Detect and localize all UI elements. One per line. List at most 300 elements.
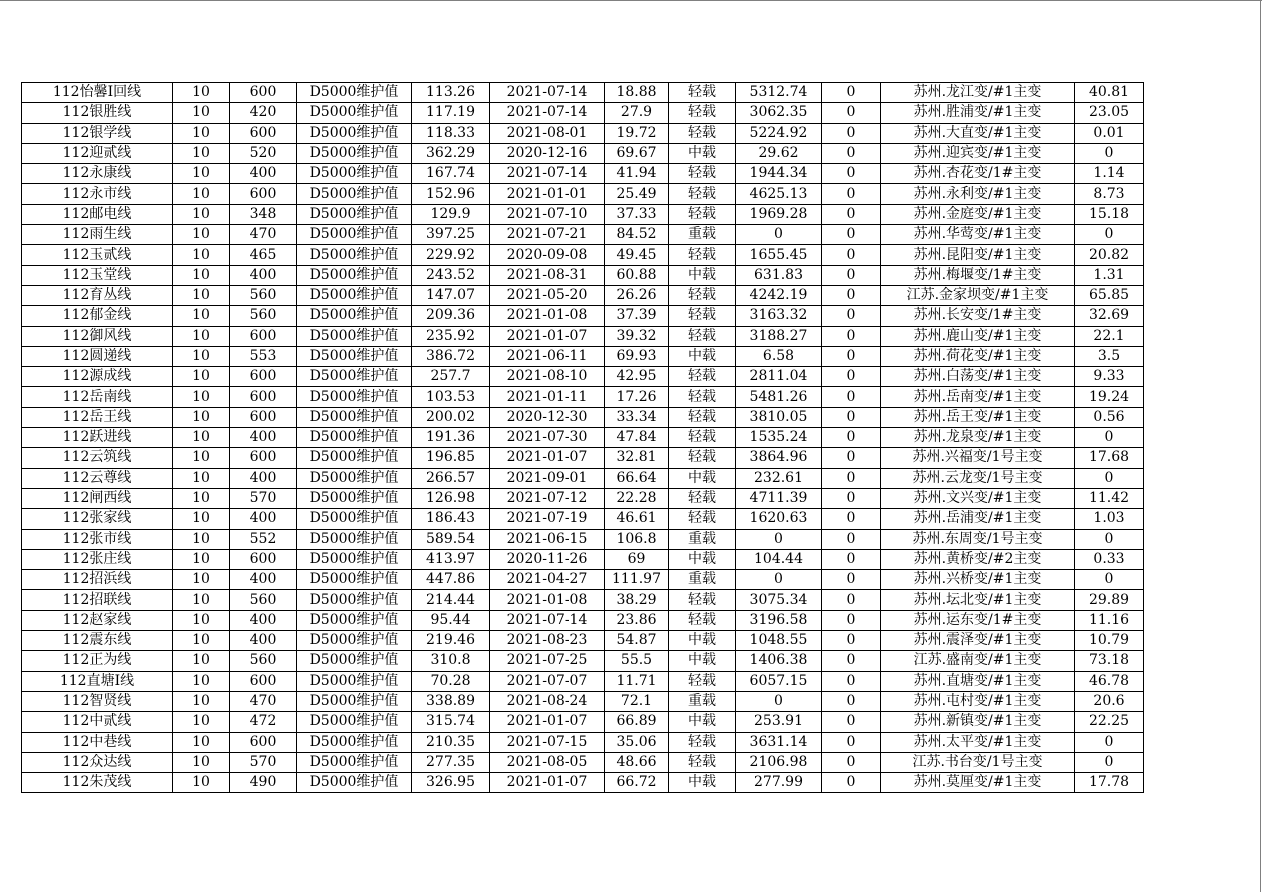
table-row [22,732,1144,752]
cell-date: 2021-09-01 [490,468,605,488]
cell-capacity: 600 [230,671,297,691]
cell-load-value: 147.07 [412,285,490,305]
cell-load-value: 326.95 [412,773,490,793]
cell-margin: 3810.05 [736,407,822,427]
cell-value-zero: 0 [822,265,881,285]
cell-capacity: 465 [230,245,297,265]
cell-capacity: 600 [230,549,297,569]
cell-load-level: 轻载 [669,285,736,305]
cell-load-rate: 69 [605,549,669,569]
cell-date: 2021-08-31 [490,265,605,285]
cell-transformer: 江苏.金家坝变/#1主变 [881,285,1075,305]
cell-capacity: 400 [230,631,297,651]
cell-data-source: D5000维护值 [297,549,412,569]
cell-line-name: 112迎贰线 [22,143,173,163]
cell-margin: 104.44 [736,549,822,569]
cell-voltage: 10 [173,164,230,184]
cell-value-zero: 0 [822,306,881,326]
cell-line-name: 112震东线 [22,631,173,651]
cell-data-source: D5000维护值 [297,346,412,366]
cell-line-name: 112云尊线 [22,468,173,488]
cell-data-source: D5000维护值 [297,570,412,590]
page-right-border [1260,0,1261,892]
cell-line-name: 112源成线 [22,367,173,387]
cell-data-source: D5000维护值 [297,306,412,326]
cell-transformer: 苏州.大直变/#1主变 [881,123,1075,143]
cell-load-rate: 35.06 [605,732,669,752]
cell-transformer: 苏州.东周变/1号主变 [881,529,1075,549]
cell-transformer-value: 11.42 [1075,488,1144,508]
cell-data-source: D5000维护值 [297,691,412,711]
cell-load-rate: 54.87 [605,631,669,651]
cell-transformer-value: 22.1 [1075,326,1144,346]
cell-transformer: 苏州.岳王变/#1主变 [881,407,1075,427]
cell-capacity: 400 [230,468,297,488]
cell-transformer-value: 0 [1075,732,1144,752]
cell-value-zero: 0 [822,407,881,427]
cell-data-source: D5000维护值 [297,245,412,265]
cell-voltage: 10 [173,448,230,468]
cell-date: 2021-07-14 [490,83,605,103]
cell-voltage: 10 [173,184,230,204]
cell-voltage: 10 [173,509,230,529]
cell-date: 2021-04-27 [490,570,605,590]
cell-data-source: D5000维护值 [297,448,412,468]
cell-line-name: 112永康线 [22,164,173,184]
cell-value-zero: 0 [822,367,881,387]
cell-load-rate: 37.39 [605,306,669,326]
cell-line-name: 112怡馨Ⅰ回线 [22,83,173,103]
cell-transformer: 苏州.金庭变/#1主变 [881,204,1075,224]
cell-date: 2021-07-25 [490,651,605,671]
cell-data-source: D5000维护值 [297,265,412,285]
cell-value-zero: 0 [822,428,881,448]
cell-load-value: 200.02 [412,407,490,427]
cell-load-value: 126.98 [412,488,490,508]
cell-capacity: 570 [230,752,297,772]
cell-load-value: 310.8 [412,651,490,671]
cell-margin: 1655.45 [736,245,822,265]
cell-data-source: D5000维护值 [297,671,412,691]
cell-margin: 2106.98 [736,752,822,772]
cell-data-source: D5000维护值 [297,651,412,671]
cell-value-zero: 0 [822,549,881,569]
cell-line-name: 112岳南线 [22,387,173,407]
cell-line-name: 112岳王线 [22,407,173,427]
cell-load-level: 中载 [669,468,736,488]
cell-margin: 4711.39 [736,488,822,508]
cell-transformer: 苏州.岳南变/#1主变 [881,387,1075,407]
cell-load-rate: 25.49 [605,184,669,204]
table-row [22,671,1144,691]
cell-voltage: 10 [173,103,230,123]
cell-date: 2021-07-21 [490,225,605,245]
cell-transformer-value: 0.56 [1075,407,1144,427]
cell-capacity: 600 [230,326,297,346]
cell-data-source: D5000维护值 [297,407,412,427]
cell-capacity: 600 [230,448,297,468]
cell-load-rate: 38.29 [605,590,669,610]
cell-load-rate: 66.72 [605,773,669,793]
cell-capacity: 552 [230,529,297,549]
cell-transformer: 苏州.震泽变/#1主变 [881,631,1075,651]
cell-load-level: 轻载 [669,428,736,448]
cell-transformer: 苏州.黄桥变/#2主变 [881,549,1075,569]
cell-date: 2021-07-19 [490,509,605,529]
cell-date: 2021-06-11 [490,346,605,366]
cell-value-zero: 0 [822,712,881,732]
cell-margin: 3075.34 [736,590,822,610]
cell-load-value: 413.97 [412,549,490,569]
cell-date: 2021-01-01 [490,184,605,204]
cell-data-source: D5000维护值 [297,590,412,610]
cell-load-rate: 19.72 [605,123,669,143]
cell-load-rate: 72.1 [605,691,669,711]
cell-data-source: D5000维护值 [297,83,412,103]
table-row [22,306,1144,326]
cell-load-level: 重载 [669,691,736,711]
cell-load-rate: 27.9 [605,103,669,123]
cell-capacity: 470 [230,691,297,711]
cell-load-rate: 66.64 [605,468,669,488]
cell-load-level: 轻载 [669,164,736,184]
cell-value-zero: 0 [822,164,881,184]
cell-load-level: 轻载 [669,448,736,468]
cell-load-rate: 55.5 [605,651,669,671]
cell-date: 2021-07-12 [490,488,605,508]
cell-date: 2021-07-14 [490,610,605,630]
table-row [22,204,1144,224]
cell-capacity: 560 [230,306,297,326]
cell-load-rate: 69.67 [605,143,669,163]
cell-value-zero: 0 [822,346,881,366]
cell-transformer: 苏州.梅堰变/1#主变 [881,265,1075,285]
cell-line-name: 112张庄线 [22,549,173,569]
cell-line-name: 112银学线 [22,123,173,143]
cell-value-zero: 0 [822,773,881,793]
cell-value-zero: 0 [822,529,881,549]
table-row [22,529,1144,549]
cell-value-zero: 0 [822,671,881,691]
cell-line-name: 112云筑线 [22,448,173,468]
cell-data-source: D5000维护值 [297,610,412,630]
cell-voltage: 10 [173,204,230,224]
table-row [22,83,1144,103]
cell-load-value: 117.19 [412,103,490,123]
cell-margin: 232.61 [736,468,822,488]
cell-load-level: 中载 [669,549,736,569]
cell-voltage: 10 [173,529,230,549]
cell-line-name: 112朱茂线 [22,773,173,793]
cell-transformer-value: 1.14 [1075,164,1144,184]
cell-load-rate: 26.26 [605,285,669,305]
cell-load-level: 轻载 [669,671,736,691]
table-row [22,610,1144,630]
table-row [22,428,1144,448]
cell-load-value: 113.26 [412,83,490,103]
table-row [22,631,1144,651]
cell-load-level: 轻载 [669,245,736,265]
cell-data-source: D5000维护值 [297,428,412,448]
cell-voltage: 10 [173,143,230,163]
cell-date: 2021-01-08 [490,306,605,326]
cell-transformer-value: 0 [1075,225,1144,245]
cell-value-zero: 0 [822,123,881,143]
cell-load-rate: 37.33 [605,204,669,224]
cell-margin: 2811.04 [736,367,822,387]
table-row [22,691,1144,711]
table-row [22,387,1144,407]
cell-load-value: 338.89 [412,691,490,711]
cell-capacity: 400 [230,509,297,529]
cell-capacity: 400 [230,570,297,590]
cell-load-level: 中载 [669,651,736,671]
table-row [22,407,1144,427]
cell-voltage: 10 [173,468,230,488]
cell-line-name: 112育丛线 [22,285,173,305]
cell-transformer-value: 20.82 [1075,245,1144,265]
cell-date: 2021-06-15 [490,529,605,549]
cell-data-source: D5000维护值 [297,164,412,184]
cell-transformer: 苏州.昆阳变/#1主变 [881,245,1075,265]
cell-transformer: 苏州.太平变/#1主变 [881,732,1075,752]
cell-voltage: 10 [173,691,230,711]
cell-load-level: 中载 [669,712,736,732]
table-row [22,509,1144,529]
table-row [22,245,1144,265]
cell-margin: 29.62 [736,143,822,163]
cell-load-level: 中载 [669,143,736,163]
cell-voltage: 10 [173,123,230,143]
cell-value-zero: 0 [822,631,881,651]
cell-load-rate: 60.88 [605,265,669,285]
cell-load-value: 266.57 [412,468,490,488]
cell-voltage: 10 [173,671,230,691]
cell-load-value: 257.7 [412,367,490,387]
cell-load-level: 轻载 [669,83,736,103]
cell-transformer: 苏州.兴桥变/#1主变 [881,570,1075,590]
cell-load-value: 589.54 [412,529,490,549]
cell-load-value: 191.36 [412,428,490,448]
cell-date: 2021-07-14 [490,103,605,123]
cell-voltage: 10 [173,83,230,103]
cell-transformer-value: 0.33 [1075,549,1144,569]
cell-load-level: 轻载 [669,387,736,407]
cell-date: 2021-01-07 [490,448,605,468]
cell-voltage: 10 [173,285,230,305]
cell-data-source: D5000维护值 [297,488,412,508]
cell-transformer-value: 0 [1075,468,1144,488]
cell-capacity: 560 [230,285,297,305]
cell-data-source: D5000维护值 [297,529,412,549]
table-row [22,265,1144,285]
cell-capacity: 490 [230,773,297,793]
cell-transformer: 苏州.永利变/#1主变 [881,184,1075,204]
cell-date: 2021-07-07 [490,671,605,691]
cell-line-name: 112跃进线 [22,428,173,448]
cell-voltage: 10 [173,428,230,448]
cell-transformer: 苏州.运东变/1#主变 [881,610,1075,630]
cell-load-rate: 46.61 [605,509,669,529]
cell-date: 2021-08-10 [490,367,605,387]
cell-data-source: D5000维护值 [297,326,412,346]
cell-load-value: 209.36 [412,306,490,326]
cell-transformer: 苏州.荷花变/#1主变 [881,346,1075,366]
cell-transformer-value: 29.89 [1075,590,1144,610]
cell-data-source: D5000维护值 [297,143,412,163]
cell-margin: 631.83 [736,265,822,285]
cell-capacity: 600 [230,407,297,427]
cell-line-name: 112玉堂线 [22,265,173,285]
cell-load-value: 167.74 [412,164,490,184]
cell-margin: 5481.26 [736,387,822,407]
cell-load-rate: 106.8 [605,529,669,549]
cell-transformer: 苏州.直塘变/#1主变 [881,671,1075,691]
cell-capacity: 553 [230,346,297,366]
cell-line-name: 112张市线 [22,529,173,549]
cell-load-value: 103.53 [412,387,490,407]
table-row [22,752,1144,772]
cell-load-value: 210.35 [412,732,490,752]
table-row [22,773,1144,793]
cell-transformer-value: 0 [1075,570,1144,590]
cell-load-level: 轻载 [669,610,736,630]
cell-load-value: 386.72 [412,346,490,366]
cell-load-value: 70.28 [412,671,490,691]
cell-transformer-value: 10.79 [1075,631,1144,651]
cell-transformer-value: 8.73 [1075,184,1144,204]
cell-voltage: 10 [173,752,230,772]
cell-voltage: 10 [173,346,230,366]
cell-transformer: 苏州.岳浦变/#1主变 [881,509,1075,529]
cell-capacity: 348 [230,204,297,224]
cell-load-value: 277.35 [412,752,490,772]
cell-load-level: 中载 [669,346,736,366]
cell-transformer-value: 40.81 [1075,83,1144,103]
cell-voltage: 10 [173,245,230,265]
cell-line-name: 112玉贰线 [22,245,173,265]
cell-data-source: D5000维护值 [297,468,412,488]
cell-capacity: 600 [230,184,297,204]
cell-transformer: 苏州.龙江变/#1主变 [881,83,1075,103]
cell-load-value: 243.52 [412,265,490,285]
cell-load-rate: 48.66 [605,752,669,772]
cell-transformer-value: 20.6 [1075,691,1144,711]
cell-margin: 0 [736,529,822,549]
cell-data-source: D5000维护值 [297,732,412,752]
cell-transformer-value: 0 [1075,143,1144,163]
cell-transformer-value: 1.03 [1075,509,1144,529]
cell-data-source: D5000维护值 [297,204,412,224]
cell-data-source: D5000维护值 [297,773,412,793]
cell-value-zero: 0 [822,285,881,305]
cell-load-rate: 42.95 [605,367,669,387]
cell-transformer: 苏州.鹿山变/#1主变 [881,326,1075,346]
cell-data-source: D5000维护值 [297,367,412,387]
cell-load-rate: 47.84 [605,428,669,448]
cell-voltage: 10 [173,651,230,671]
cell-data-source: D5000维护值 [297,712,412,732]
cell-transformer: 苏州.坛北变/#1主变 [881,590,1075,610]
cell-voltage: 10 [173,387,230,407]
cell-load-value: 186.43 [412,509,490,529]
data-table [21,82,1144,793]
cell-transformer-value: 0 [1075,752,1144,772]
cell-line-name: 112雨生线 [22,225,173,245]
cell-value-zero: 0 [822,468,881,488]
cell-load-value: 95.44 [412,610,490,630]
cell-load-value: 362.29 [412,143,490,163]
cell-transformer: 苏州.胜浦变/#1主变 [881,103,1075,123]
cell-transformer-value: 0.01 [1075,123,1144,143]
cell-transformer-value: 17.78 [1075,773,1144,793]
cell-margin: 3631.14 [736,732,822,752]
cell-load-level: 轻载 [669,590,736,610]
cell-transformer-value: 65.85 [1075,285,1144,305]
cell-value-zero: 0 [822,387,881,407]
cell-margin: 277.99 [736,773,822,793]
cell-margin: 3188.27 [736,326,822,346]
cell-value-zero: 0 [822,184,881,204]
cell-capacity: 600 [230,732,297,752]
cell-margin: 1620.63 [736,509,822,529]
cell-date: 2021-01-07 [490,326,605,346]
cell-value-zero: 0 [822,103,881,123]
table-row [22,367,1144,387]
table-row [22,225,1144,245]
table-row [22,346,1144,366]
cell-data-source: D5000维护值 [297,184,412,204]
cell-margin: 3062.35 [736,103,822,123]
page-top-border [0,0,1262,1]
cell-margin: 1969.28 [736,204,822,224]
cell-load-value: 397.25 [412,225,490,245]
cell-load-level: 轻载 [669,204,736,224]
cell-voltage: 10 [173,407,230,427]
cell-value-zero: 0 [822,590,881,610]
cell-value-zero: 0 [822,509,881,529]
cell-load-level: 中载 [669,265,736,285]
cell-transformer-value: 23.05 [1075,103,1144,123]
cell-voltage: 10 [173,732,230,752]
cell-load-rate: 111.97 [605,570,669,590]
cell-margin: 1048.55 [736,631,822,651]
cell-transformer: 江苏.书台变/1号主变 [881,752,1075,772]
cell-load-value: 152.96 [412,184,490,204]
cell-load-value: 219.46 [412,631,490,651]
cell-transformer-value: 0 [1075,529,1144,549]
cell-margin: 5224.92 [736,123,822,143]
cell-date: 2020-09-08 [490,245,605,265]
cell-value-zero: 0 [822,83,881,103]
cell-margin: 4625.13 [736,184,822,204]
cell-load-rate: 49.45 [605,245,669,265]
table-row [22,468,1144,488]
cell-voltage: 10 [173,712,230,732]
cell-load-rate: 17.26 [605,387,669,407]
cell-margin: 1406.38 [736,651,822,671]
cell-transformer: 苏州.白荡变/#1主变 [881,367,1075,387]
cell-load-level: 轻载 [669,306,736,326]
cell-margin: 4242.19 [736,285,822,305]
cell-capacity: 420 [230,103,297,123]
cell-value-zero: 0 [822,488,881,508]
cell-load-level: 重载 [669,225,736,245]
cell-value-zero: 0 [822,225,881,245]
cell-line-name: 112银胜线 [22,103,173,123]
cell-date: 2020-12-30 [490,407,605,427]
cell-transformer: 苏州.长安变/1#主变 [881,306,1075,326]
